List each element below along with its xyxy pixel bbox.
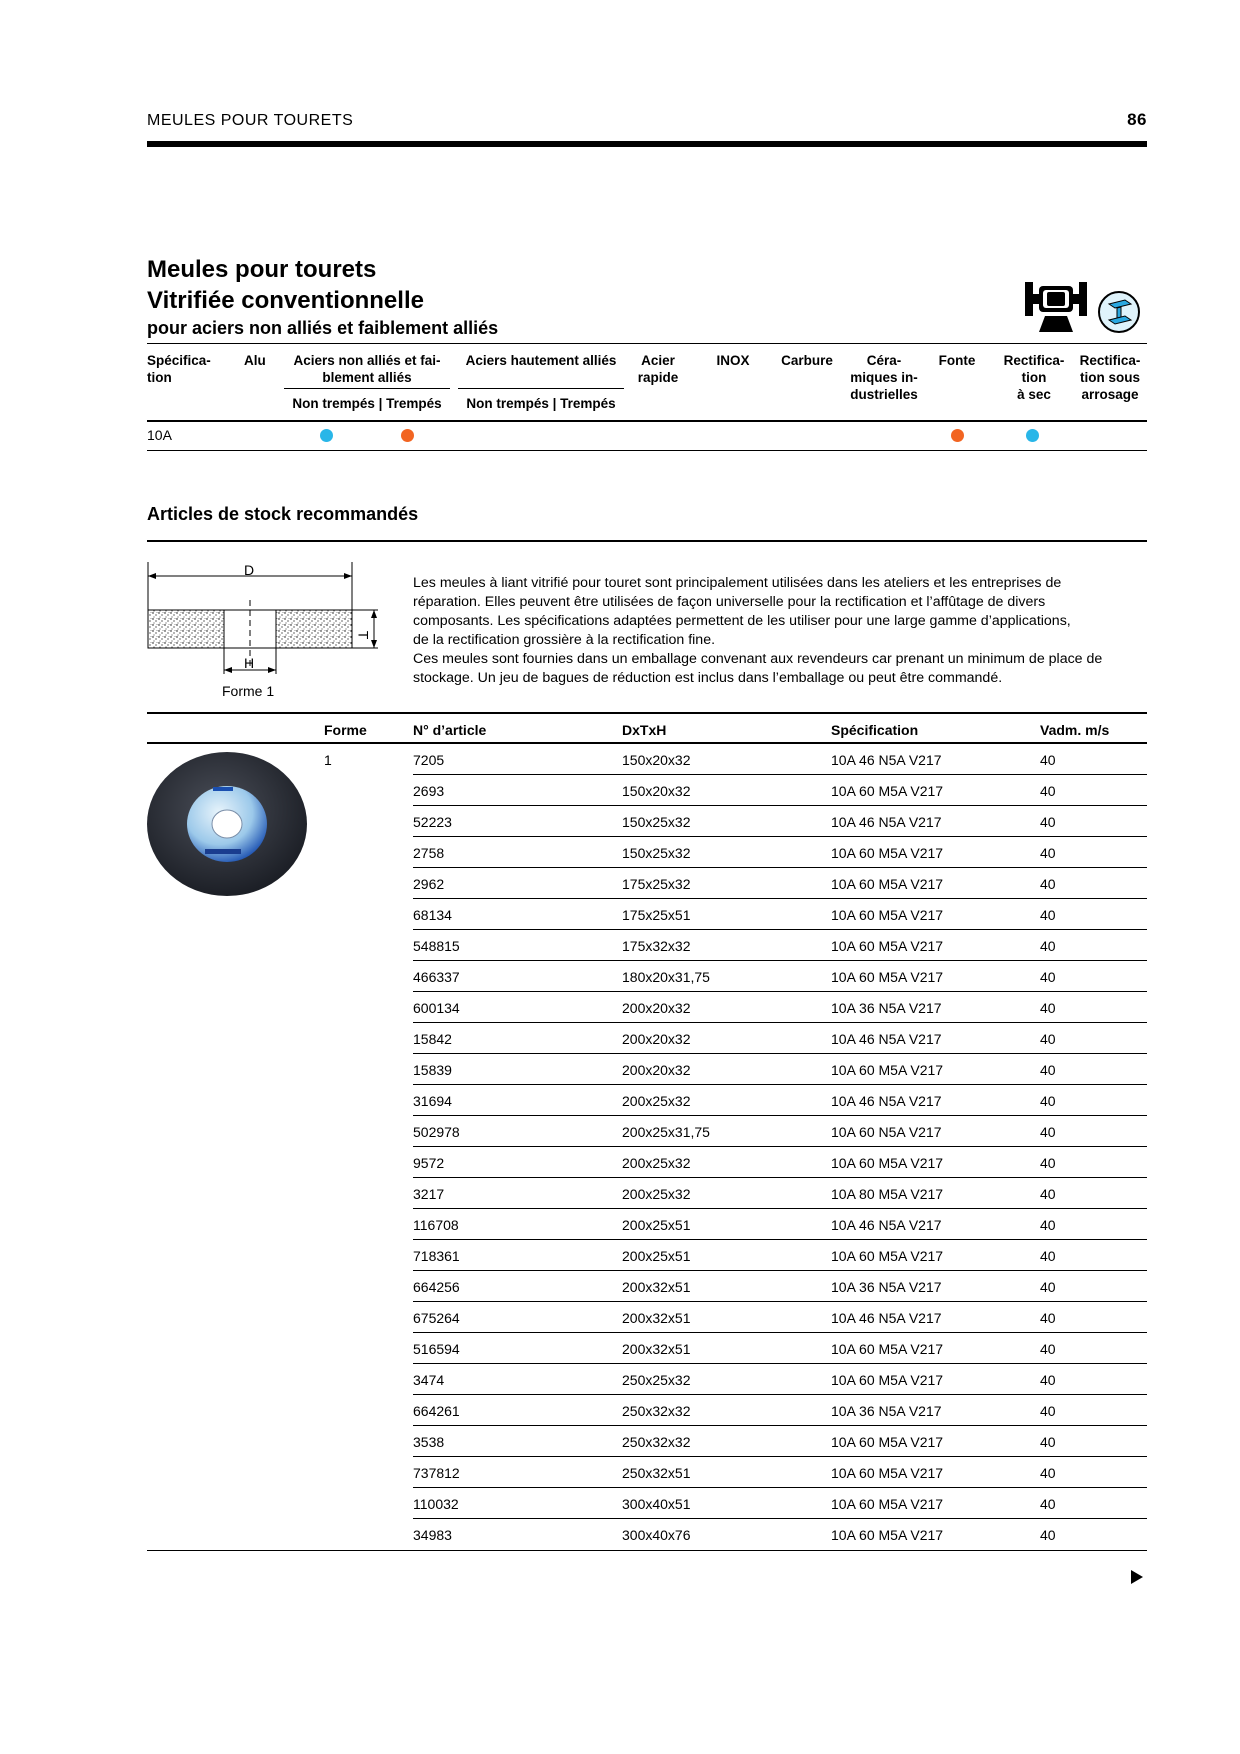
table-row: 718361 200x25x51 10A 60 M5A V217 40	[147, 1240, 1147, 1271]
product-description: Les meules à liant vitrifié pour touret sont principalement utilisées dans les ateliers et les entreprises de réparation. Elles peuvent être utilisées de façon universelle pour la rectification et l’affûtage de divers composants. Les spécifications adaptées permettent de les utiliser pour une large gamme d’applications, de la rectification grossière à la rectification fine. Ces meules sont fournies dans un emballage convenant aux revendeurs car prenant un minimum de place de stockage. Un jeu de bagues de réduction est inclus dans l’emballage ou peut être commandé.	[413, 575, 1103, 686]
table-row: 664256 200x32x51 10A 36 N5A V217 40	[147, 1271, 1147, 1302]
spec-table-top-rule	[147, 343, 1147, 344]
section-title: Articles de stock recommandés	[147, 504, 419, 524]
page-subtitle: Vitrifiée conventionnelle	[147, 287, 424, 314]
spec-subheader-rule	[458, 388, 624, 389]
diagram-label-h: H	[244, 655, 255, 671]
bench-grinder-icon	[1023, 280, 1089, 339]
table-row: 466337 180x20x31,75 10A 60 M5A V217 40	[147, 961, 1147, 992]
table-row: 52223 150x25x32 10A 46 N5A V217 40	[147, 806, 1147, 837]
suitability-dot-blue	[320, 429, 333, 442]
spec-header-ceramics: Céra- miques in- dustrielles	[850, 353, 918, 402]
table-row: 516594 200x32x51 10A 60 M5A V217 40	[147, 1333, 1147, 1364]
spec-row-label: 10A	[147, 427, 172, 443]
diagram-caption: Forme 1	[222, 683, 275, 699]
spec-header-wet: Rectifica- tion sous arrosage	[1079, 353, 1141, 402]
table-row: 3538 250x32x32 10A 60 M5A V217 40	[147, 1426, 1147, 1457]
spec-header-inox: INOX	[716, 353, 750, 368]
table-row: 2758 150x25x32 10A 60 M5A V217 40	[147, 837, 1147, 868]
suitability-dot-orange	[951, 429, 964, 442]
column-header-article-number: N° d’article	[413, 722, 487, 738]
spec-header-specification: Spécifica- tion	[147, 353, 211, 385]
column-header-vadm: Vadm. m/s	[1040, 722, 1110, 738]
spec-header-alu: Alu	[244, 353, 266, 368]
diagram-label-t: T	[355, 630, 372, 640]
page-number: 86	[1127, 110, 1147, 129]
page-tagline: pour aciers non alliés et faiblement alliés	[147, 318, 499, 338]
article-table-top-rule	[147, 712, 1147, 714]
page-title: Meules pour tourets	[147, 256, 377, 283]
table-row: 110032 300x40x51 10A 60 M5A V217 40	[147, 1488, 1147, 1519]
spec-header-dry: Rectifica- tion à sec	[1003, 353, 1065, 402]
table-row: 675264 200x32x51 10A 46 N5A V217 40	[147, 1302, 1147, 1333]
article-table-bottom-rule	[147, 1550, 1147, 1551]
table-row: 2693 150x20x32 10A 60 M5A V217 40	[147, 775, 1147, 806]
table-row: 68134 175x25x51 10A 60 M5A V217 40	[147, 899, 1147, 930]
table-row: 15842 200x20x32 10A 46 N5A V217 40	[147, 1023, 1147, 1054]
spec-header-carbide: Carbure	[781, 353, 833, 368]
spec-subheader-high-alloy: Non trempés | Trempés	[466, 396, 616, 411]
spec-subheader-rule	[284, 388, 450, 389]
header-rule	[147, 141, 1147, 147]
table-row: 34983 300x40x76 10A 60 M5A V217 40	[413, 1527, 1056, 1543]
table-row: 502978 200x25x31,75 10A 60 N5A V217 40	[147, 1116, 1147, 1147]
column-header-dimensions: DxTxH	[622, 722, 667, 738]
column-header-specification: Spécification	[831, 722, 919, 738]
table-row: 664261 250x32x32 10A 36 N5A V217 40	[147, 1395, 1147, 1426]
spec-header-low-alloy: Aciers non alliés et fai- blement alliés	[293, 353, 441, 385]
suitability-dot-orange	[401, 429, 414, 442]
column-header-forme: Forme	[324, 722, 367, 738]
running-header-title: MEULES POUR TOURETS	[147, 112, 354, 129]
table-row: 3474 250x25x32 10A 60 M5A V217 40	[147, 1364, 1147, 1395]
spec-subheader-low-alloy: Non trempés | Trempés	[292, 396, 442, 411]
table-row: 1 7205 150x20x32 10A 46 N5A V217 40	[147, 744, 1147, 775]
suitability-dot-blue	[1026, 429, 1039, 442]
spec-header-high-alloy: Aciers hautement alliés	[465, 353, 617, 368]
table-row: 9572 200x25x32 10A 60 M5A V217 40	[147, 1147, 1147, 1178]
table-row: 737812 250x32x51 10A 60 M5A V217 40	[147, 1457, 1147, 1488]
table-row: 2962 175x25x32 10A 60 M5A V217 40	[147, 868, 1147, 899]
diagram-label-d: D	[244, 562, 255, 578]
table-row: 548815 175x32x32 10A 60 M5A V217 40	[147, 930, 1147, 961]
spec-table-bottom-rule	[147, 450, 1147, 451]
steel-profile-icon	[1097, 290, 1141, 339]
table-row: 15839 200x20x32 10A 60 M5A V217 40	[147, 1054, 1147, 1085]
table-row: 31694 200x25x32 10A 46 N5A V217 40	[147, 1085, 1147, 1116]
spec-table-header-rule	[147, 420, 1147, 422]
next-page-arrow-icon[interactable]	[1131, 1570, 1143, 1584]
spec-header-cast-iron: Fonte	[938, 353, 976, 368]
table-row: 3217 200x25x32 10A 80 M5A V217 40	[147, 1178, 1147, 1209]
table-row: 116708 200x25x51 10A 46 N5A V217 40	[147, 1209, 1147, 1240]
section-rule	[147, 540, 1147, 542]
spec-header-hss: Acier rapide	[637, 353, 679, 385]
table-row: 600134 200x20x32 10A 36 N5A V217 40	[147, 992, 1147, 1023]
